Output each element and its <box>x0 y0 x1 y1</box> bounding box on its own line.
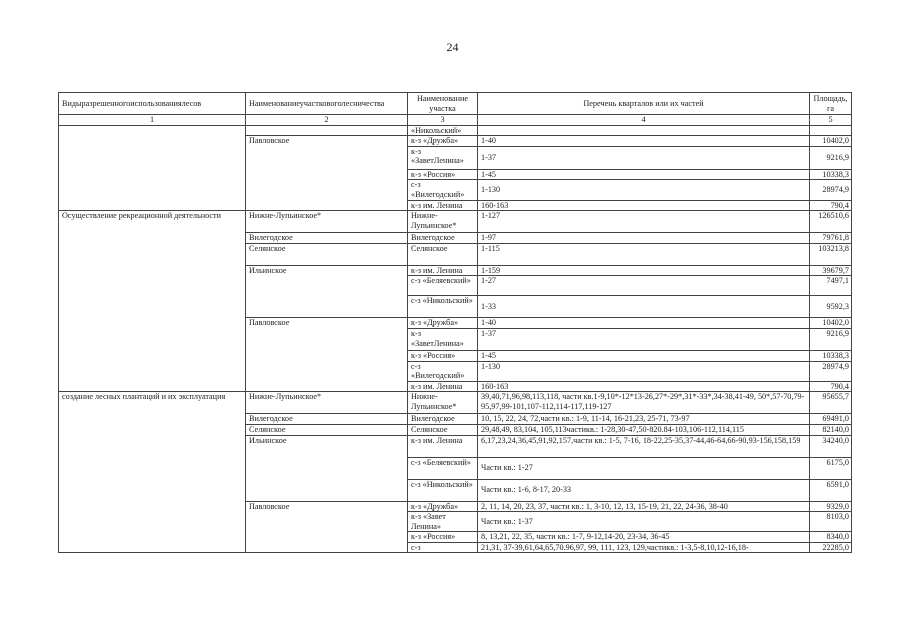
site-cell: с-з «Никольский» <box>408 296 478 318</box>
site-cell: с-з «Никольский» <box>408 479 478 501</box>
quarters-cell: 1-45 <box>478 350 810 361</box>
quarters-cell: 1-37 <box>478 146 810 169</box>
header-use-type: Видыразрешенногоиспользованиялесов <box>59 93 246 115</box>
area-cell: 34240,0 <box>810 435 852 457</box>
area-cell: 790,4 <box>810 381 852 392</box>
column-number-row <box>59 115 852 126</box>
quarters-cell: 1-127 <box>478 211 810 233</box>
quarters-cell: Части кв.: 1-6, 8-17, 20-33 <box>478 479 810 501</box>
site-cell: к-з «Россия» <box>408 532 478 543</box>
area-cell: 7497,1 <box>810 276 852 296</box>
table-row <box>59 125 852 136</box>
forestry-cell: Павловское <box>246 501 408 553</box>
quarters-cell: 6,17,23,24,36,45,91,92,157,части кв.: 1-5, 7-16, 18-22,25-35,37-44,46-64,66-90,93-156,158,159 <box>478 435 810 457</box>
quarters-cell: 1-40 <box>478 136 810 147</box>
site-cell: к-з «Россия» <box>408 350 478 361</box>
table-header-row <box>59 93 852 115</box>
column-number: 1 <box>59 115 246 126</box>
site-cell: с-з «Вилегодский» <box>408 361 478 381</box>
site-cell: с-з «Вилегодский» <box>408 180 478 200</box>
area-cell: 10402,0 <box>810 318 852 329</box>
quarters-cell: 1-115 <box>478 243 810 265</box>
area-cell: 6175,0 <box>810 457 852 479</box>
column-number: 3 <box>408 115 478 126</box>
site-cell: с-з «Беляевский» <box>408 457 478 479</box>
forestry-cell: Нижне-Лупьинское* <box>246 211 408 233</box>
area-cell: 103213,8 <box>810 243 852 265</box>
quarters-cell: 8, 13,21, 22, 35, части кв.: 1-7, 9-12,14-20, 23-34, 36-45 <box>478 532 810 543</box>
column-number: 2 <box>246 115 408 126</box>
quarters-cell: 1-45 <box>478 169 810 180</box>
forestry-cell: Павловское <box>246 136 408 211</box>
site-cell: к-з им. Ленина <box>408 265 478 276</box>
quarters-cell: 160-163 <box>478 200 810 211</box>
site-cell: «Никольский» <box>408 125 478 136</box>
use-type-cell: Осуществление рекреационной деятельности <box>59 211 246 392</box>
area-cell <box>810 125 852 136</box>
area-cell: 9216,9 <box>810 328 852 350</box>
quarters-cell: 10, 15, 22, 24, 72,части кв.: 1-9, 11-14, 16-21,23, 25-71, 73-97 <box>478 414 810 425</box>
area-cell: 10402,0 <box>810 136 852 147</box>
site-cell: к-з «Завет Ленина» <box>408 512 478 532</box>
area-cell: 126510,6 <box>810 211 852 233</box>
quarters-cell: 1-97 <box>478 233 810 244</box>
quarters-cell: Части кв.: 1-37 <box>478 512 810 532</box>
forestry-cell: Павловское <box>246 318 408 392</box>
site-cell: к-з «Россия» <box>408 169 478 180</box>
page-number: 24 <box>446 40 459 54</box>
quarters-cell: 1-27 <box>478 276 810 296</box>
header-quarters: Перечень кварталов или их частей <box>478 93 810 115</box>
site-cell: Селянское <box>408 243 478 265</box>
column-number: 5 <box>810 115 852 126</box>
forestry-cell <box>246 125 408 136</box>
header-site: Наименование участка <box>408 93 478 115</box>
site-cell: с-з <box>408 542 478 553</box>
site-cell: к-з «ЗаветЛенина» <box>408 328 478 350</box>
quarters-cell: 21,31, 37-39,61,64,65,70.96,97, 99, 111, 123, 129,частикв.: 1-3,5-8,10,12-16,18- <box>478 542 810 553</box>
forestry-cell: Вилегодское <box>246 233 408 244</box>
area-cell: 28974,9 <box>810 180 852 200</box>
area-cell: 28974,9 <box>810 361 852 381</box>
quarters-cell: 1-37 <box>478 328 810 350</box>
site-cell: к-з «Дружба» <box>408 501 478 512</box>
header-forestry: Наименованиеучастковоголесничества <box>246 93 408 115</box>
area-cell: 39679,7 <box>810 265 852 276</box>
forestry-cell: Вилегодское <box>246 414 408 425</box>
quarters-cell <box>478 125 810 136</box>
quarters-cell: 1-130 <box>478 180 810 200</box>
site-cell: к-з им. Ленина <box>408 200 478 211</box>
area-cell: 10338,3 <box>810 169 852 180</box>
table-row <box>59 392 852 414</box>
area-cell: 69491,0 <box>810 414 852 425</box>
site-cell: Вилегодское <box>408 233 478 244</box>
forestry-cell: Ильинское <box>246 265 408 318</box>
quarters-cell: 1-130 <box>478 361 810 381</box>
forestry-cell: Ильинское <box>246 435 408 501</box>
site-cell: к-з «Дружба» <box>408 136 478 147</box>
site-cell: Нижне-Лупьинское* <box>408 211 478 233</box>
area-cell: 6591,0 <box>810 479 852 501</box>
area-cell: 9216,9 <box>810 146 852 169</box>
forestry-cell: Селянское <box>246 424 408 435</box>
use-type-cell: создание лесных плантаций и их эксплуатация <box>59 392 246 553</box>
area-cell: 8340,0 <box>810 532 852 543</box>
forest-use-table <box>58 92 852 553</box>
site-cell: к-з им. Ленина <box>408 381 478 392</box>
area-cell: 10338,3 <box>810 350 852 361</box>
site-cell: Нижне-Лупьинское* <box>408 392 478 414</box>
quarters-cell: 160-163 <box>478 381 810 392</box>
forestry-cell: Селянское <box>246 243 408 265</box>
area-cell: 82140,0 <box>810 424 852 435</box>
column-number: 4 <box>478 115 810 126</box>
site-cell: к-з им. Ленина <box>408 435 478 457</box>
quarters-cell: 29,48,49, 83,104, 105,113частикв.: 1-28,30-47,50-820.84-103,106-112,114,115 <box>478 424 810 435</box>
site-cell: Вилегодское <box>408 414 478 425</box>
quarters-cell: 1-159 <box>478 265 810 276</box>
quarters-cell: 1-33 <box>478 296 810 318</box>
area-cell: 9329,0 <box>810 501 852 512</box>
area-cell: 22285,0 <box>810 542 852 553</box>
forestry-cell: Нижне-Лупьинское* <box>246 392 408 414</box>
site-cell: Селянское <box>408 424 478 435</box>
site-cell: с-з «Беляевский» <box>408 276 478 296</box>
area-cell: 790,4 <box>810 200 852 211</box>
area-cell: 79761,8 <box>810 233 852 244</box>
quarters-cell: 1-40 <box>478 318 810 329</box>
quarters-cell: 2, 11, 14, 20, 23, 37, части кв.: 1, 3-10, 12, 13, 15-19, 21, 22, 24-36, 38-40 <box>478 501 810 512</box>
site-cell: к-з «ЗаветЛенина» <box>408 146 478 169</box>
quarters-cell: Части кв.: 1-27 <box>478 457 810 479</box>
area-cell: 8103,0 <box>810 512 852 532</box>
site-cell: к-з «Дружба» <box>408 318 478 329</box>
header-area: Площадь, га <box>810 93 852 115</box>
table-row <box>59 211 852 233</box>
area-cell: 9592,3 <box>810 296 852 318</box>
area-cell: 95655,7 <box>810 392 852 414</box>
quarters-cell: 39,40,71,96,98,113,118, части кв.1-9,10*-12*13-26,27*-29*,31*-33*,34-38,41-49, 50*,57-70,79-95,97,99-101,107-112,114-117,119-127 <box>478 392 810 414</box>
use-type-cell <box>59 125 246 211</box>
